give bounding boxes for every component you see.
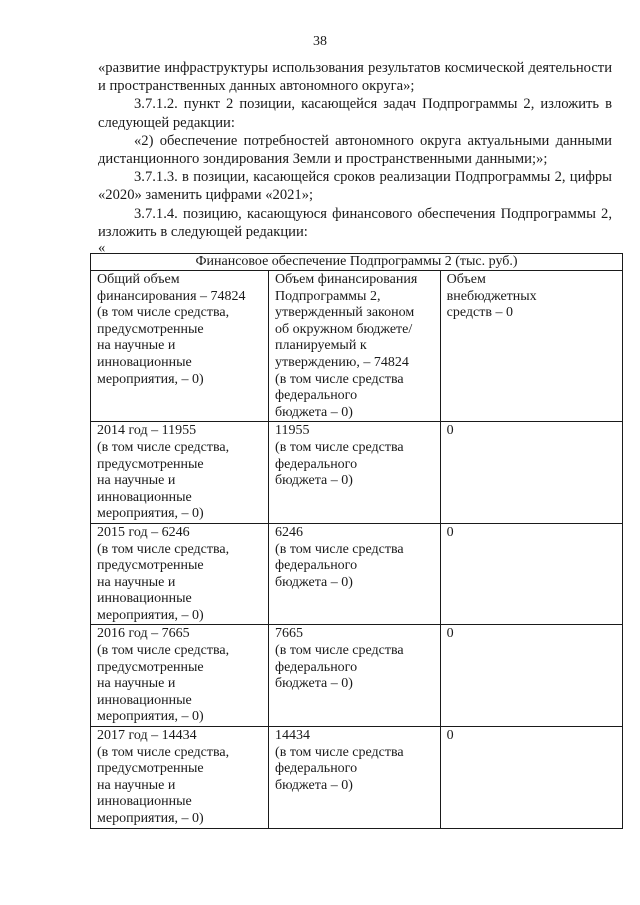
- cell-text: 0: [446, 626, 454, 642]
- table-cell-year: [91, 422, 269, 524]
- table-cell-budget: [269, 271, 441, 422]
- cell-text: 11955 (в том числе средства федерального бюджета – 0): [275, 423, 404, 489]
- opening-quote-mark: «: [98, 240, 106, 257]
- cell-text: 0: [446, 423, 454, 439]
- table-cell-extrabudget: [440, 727, 622, 829]
- paragraph: «развитие инфраструктуры использования результатов космической деятельности и пространственных данных автономного округа»;: [98, 60, 612, 95]
- table-cell-extrabudget: [440, 271, 622, 422]
- financing-table: [90, 253, 623, 829]
- table-cell-year: [91, 727, 269, 829]
- table-cell-year: [91, 625, 269, 727]
- table-cell-extrabudget: [440, 523, 622, 625]
- table-cell-budget: [269, 727, 441, 829]
- cell-text: Объем финансирования Подпрограммы 2, утвержденный законом об окружном бюджете/ планируемый к утверждению, – 74824 (в том числе средства федерального бюджета – 0): [275, 272, 418, 420]
- cell-text: 2016 год – 7665 (в том числе средства, предусмотренные на научные и инновационные мероприятия, – 0): [97, 626, 230, 725]
- table-header-row: [91, 271, 623, 422]
- cell-text: 0: [446, 524, 454, 540]
- table-cell-extrabudget: [440, 422, 622, 524]
- cell-text: 7665 (в том числе средства федерального бюджета – 0): [275, 626, 404, 692]
- cell-text: 6246 (в том числе средства федерального бюджета – 0): [275, 524, 404, 590]
- table-cell-budget: [269, 523, 441, 625]
- table-cell-budget: [269, 625, 441, 727]
- page-number: 38: [313, 34, 327, 49]
- table-row: [91, 727, 623, 829]
- cell-text: 0: [446, 728, 454, 744]
- cell-text: 2015 год – 6246 (в том числе средства, предусмотренные на научные и инновационные мероприятия, – 0): [97, 524, 230, 623]
- cell-text: 2017 год – 14434 (в том числе средства, предусмотренные на научные и инновационные мероприятия, – 0): [97, 728, 230, 826]
- document-body: [98, 59, 612, 255]
- table-title: Финансовое обеспечение Подпрограммы 2 (тыс. руб.): [91, 254, 623, 271]
- paragraph: 3.7.1.2. пункт 2 позиции, касающейся задач Подпрограммы 2, изложить в следующей редакции:: [98, 96, 612, 131]
- cell-text: 2014 год – 11955 (в том числе средства, предусмотренные на научные и инновационные мероприятия, – 0): [97, 423, 230, 522]
- paragraph: 3.7.1.3. в позиции, касающейся сроков реализации Подпрограммы 2, цифры «2020» заменить цифрами «2021»;: [98, 169, 612, 204]
- paragraph: 3.7.1.4. позицию, касающуюся финансового обеспечения Подпрограммы 2, изложить в следующей редакции:: [98, 205, 612, 240]
- cell-text: 14434 (в том числе средства федерального бюджета – 0): [275, 728, 404, 793]
- paragraph: «2) обеспечение потребностей автономного округа актуальными данными дистанционного зондирования Земли и пространственными данными;»;: [98, 132, 612, 168]
- cell-text: Объем внебюджетных средств – 0: [446, 272, 537, 321]
- table-row: [91, 625, 623, 727]
- table-row: [91, 523, 623, 625]
- table-cell-total: [91, 271, 269, 422]
- table-cell-year: [91, 523, 269, 625]
- table-cell-budget: [269, 422, 441, 524]
- table-cell-extrabudget: [440, 625, 622, 727]
- table-row: [91, 422, 623, 524]
- cell-text: Общий объем финансирования – 74824 (в том числе средства, предусмотренные на научные и инновационные мероприятия, – 0): [97, 272, 246, 387]
- table-title-row: [91, 254, 623, 271]
